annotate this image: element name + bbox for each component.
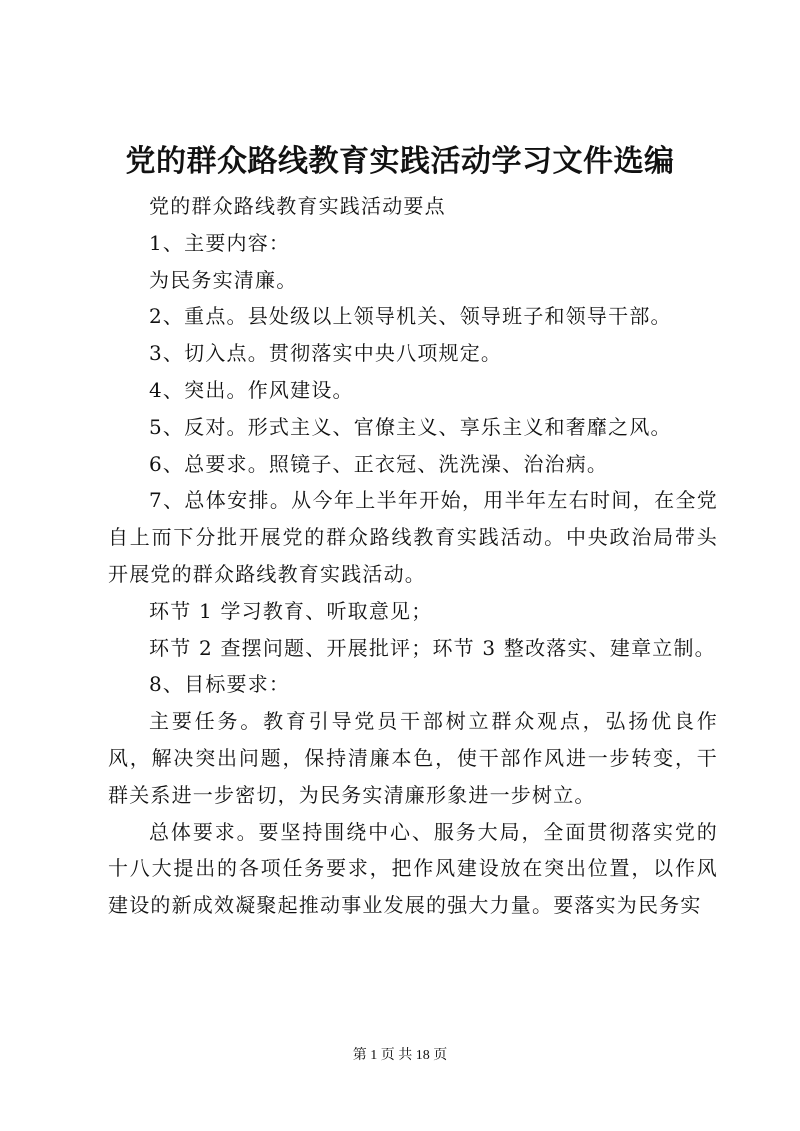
paragraph-overall-requirements: 总体要求。要坚持围绕中心、服务大局，全面贯彻落实党的十八大提出的各项任务要求，把作风建设放在突出位置，以作风建设的新成效凝聚起推动事业发展的强大力量。要落实为民务实 <box>108 819 718 918</box>
document-body <box>108 188 718 924</box>
page-number-footer: 第 1 页 共 18 页 <box>352 1048 448 1063</box>
paragraph-heading: 党的群众路线教育实践活动要点 <box>149 194 446 218</box>
paragraph-stage-2-3: 环节 2 查摆问题、开展批评；环节 3 整改落实、建章立制。 <box>149 635 716 660</box>
paragraph-item-8: 8、目标要求： <box>149 672 291 697</box>
paragraph-item-3: 3、切入点。贯彻落实中央八项规定。 <box>149 341 503 366</box>
paragraph-item-1: 1、主要内容： <box>149 230 291 255</box>
paragraph-item-6: 6、总要求。照镜子、正衣冠、洗洗澡、治治病。 <box>149 451 609 476</box>
document-title: 党的群众路线教育实践活动学习文件选编 <box>125 144 675 179</box>
paragraph-item-5: 5、反对。形式主义、官僚主义、享乐主义和奢靡之风。 <box>149 414 672 439</box>
paragraph-item-7: 7、总体安排。从今年上半年开始，用半年左右时间，在全党自上而下分批开展党的群众路线教育实践活动。中央政治局带头开展党的群众路线教育实践活动。 <box>108 488 718 586</box>
paragraph-stage-1: 环节 1 学习教育、听取意见； <box>149 598 433 623</box>
paragraph-item-4: 4、突出。作风建设。 <box>149 377 354 402</box>
paragraph-item-1-content: 为民务实清廉。 <box>149 267 298 292</box>
paragraph-main-tasks: 主要任务。教育引导党员干部树立群众观点，弘扬优良作风，解决突出问题，保持清廉本色，使干部作风进一步转变，干群关系进一步密切，为民务实清廉形象进一步树立。 <box>108 709 718 807</box>
paragraph-item-2: 2、重点。县处级以上领导机关、领导班子和领导干部。 <box>149 304 672 329</box>
